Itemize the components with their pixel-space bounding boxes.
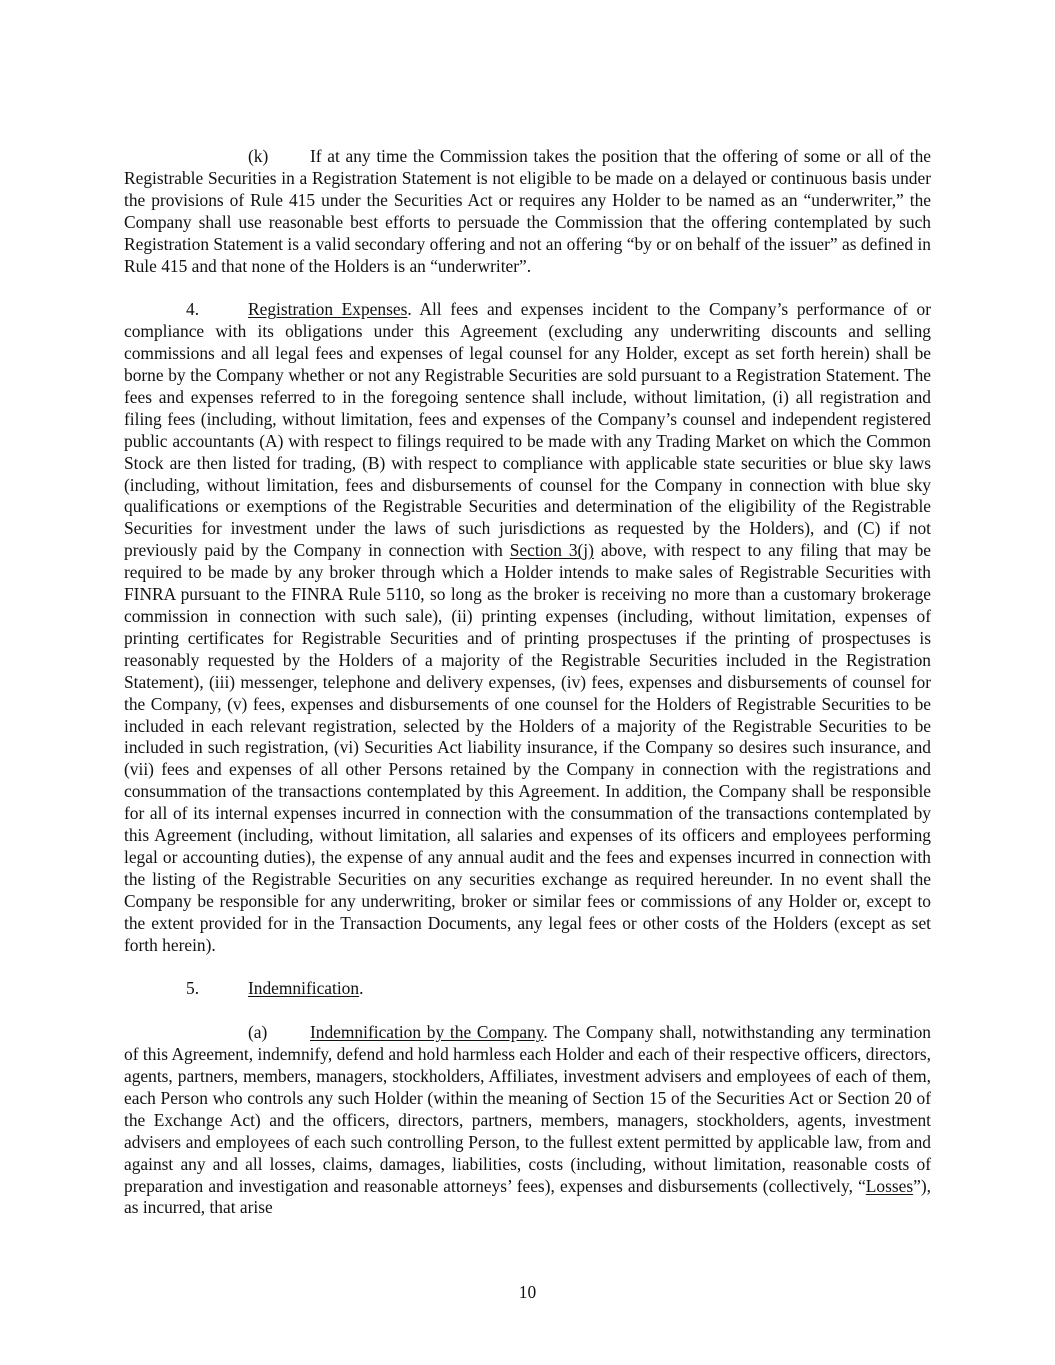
page-number: 10: [518, 1282, 537, 1302]
clause-label-k: (k): [248, 146, 269, 166]
section-5-heading: Indemnification: [248, 978, 360, 999]
page-body: [124, 146, 931, 1241]
clause-label-a: (a): [248, 1022, 268, 1043]
section-4-registration-expenses: [124, 299, 931, 956]
section-5a-heading: Indemnification by the Company: [310, 1022, 544, 1043]
section-5-period: .: [359, 978, 364, 999]
paragraph-3k-text: If at any time the Commission takes the position that the offering of some or all of the Registrable Securities in a Registration Statement is not eligible to be made on a delayed or continuous basis under the provisions of Rule 415 under the Securities Act or requires any Holder to be named as an “underwriter,” the Company shall use reasonable best efforts to persuade the Commission that the offering contemplated by such Registration Statement is a valid secondary offering and not an offering “by or on behalf of the issuer” as defined in Rule 415 and that none of the Holders is an “underwriter”.: [124, 146, 931, 276]
defined-term-losses: Losses: [865, 1175, 914, 1196]
section-4-heading: Registration Expenses: [248, 299, 408, 320]
section-4-text-part-2: above, with respect to any filing that may be required to be made by any broker through which a Holder intends to make sales of Registrable Securities with FINRA pursuant to the FINRA Rule 5110, so long as the broker is receiving no more than a customary brokerage commission in connection with such sale), (ii) printing expenses (including, without limitation, expenses of printing certificates for Registrable Securities and of printing prospectuses if the printing of prospectuses is reasonably requested by the Holders of a majority of the Registrable Securities included in the Registration Statement), (iii) messenger, telephone and delivery expenses, (iv) fees, expenses and disbursements of counsel for the Company, (v) fees, expenses and disbursements of one counsel for the Holders of Registrable Securities to be included in each relevant registration, selected by the Holders of a majority of the Registrable Securities to be included in such registration, (vi) Securities Act liability insurance, if the Company so desires such insurance, and (vii) fees and expenses of all other Persons retained by the Company in connection with the registrations and consummation of the transactions contemplated by this Agreement. In addition, the Company shall be responsible for all of its internal expenses incurred in connection with the consummation of the transactions contemplated by this Agreement (including, without limitation, all salaries and expenses of its officers and employees performing legal or accounting duties), the expense of any annual audit and the fees and expenses incurred in connection with the listing of the Registrable Securities on any securities exchange as required hereunder. In no event shall the Company be responsible for any underwriting, broker or similar fees or commissions of any Holder or, except to the extent provided for in the Transaction Documents, any legal fees or other costs of the Holders (except as set forth herein).: [124, 540, 931, 955]
section-5-number: 5.: [186, 978, 200, 999]
section-5a-indemnification-by-company: [124, 1022, 931, 1219]
section-4-text-part-1: . All fees and expenses incident to the Company’s performance of or compliance with its obligations under this Agreement (excluding any underwriting discounts and selling commissions and all legal fees and expenses of legal counsel for any Holder, except as set forth herein) shall be borne by the Company whether or not any Registrable Securities are sold pursuant to a Registration Statement. The fees and expenses referred to in the foregoing sentence shall include, without limitation, (i) all registration and filing fees (including, without limitation, fees and expenses of the Company’s counsel and independent registered public accountants (A) with respect to filings required to be made with any Trading Market on which the Common Stock are then listed for trading, (B) with respect to compliance with applicable state securities or blue sky laws (including, without limitation, fees and disbursements of counsel for the Company in connection with blue sky qualifications or exemptions of the Registrable Securities and determination of the eligibility of the Registrable Securities for investment under the laws of such jurisdictions as requested by the Holders), and (C) if not previously paid by the Company in connection with: [124, 299, 931, 561]
section-5-heading-line: [124, 978, 931, 1000]
section-5a-text-part-2: ”), as incurred, that arise: [124, 1175, 931, 1218]
section-5a-text-part-1: . The Company shall, notwithstanding any termination of this Agreement, indemnify, defend and hold harmless each Holder and each of their respective officers, directors, agents, partners, members, managers, stockholders, Affiliates, investment advisers and employees of each of them, each Person who controls any such Holder (within the meaning of Section 15 of the Securities Act or Section 20 of the Exchange Act) and the officers, directors, partners, members, managers, stockholders, agents, investment advisers and employees of each such controlling Person, to the fullest extent permitted by applicable law, from and against any and all losses, claims, damages, liabilities, costs (including, without limitation, reasonable costs of preparation and investigation and reasonable attorneys’ fees), expenses and disbursements (collectively, “: [124, 1022, 931, 1196]
paragraph-3k: [124, 146, 931, 277]
section-4-number: 4.: [186, 299, 200, 320]
section-3j-reference: Section 3(j): [509, 540, 594, 561]
